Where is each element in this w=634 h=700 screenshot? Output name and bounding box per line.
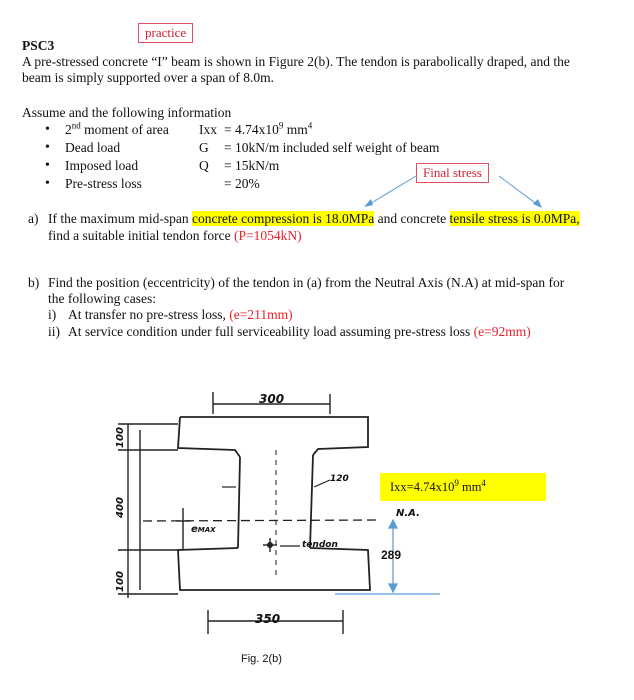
label-tendon: tendon xyxy=(302,540,338,550)
final-stress-callout: Final stress xyxy=(416,163,489,183)
info-val-loss: = 20% xyxy=(224,176,260,191)
q-b-ii-marker: ii) xyxy=(48,324,60,339)
info-val-q: = 15kN/m xyxy=(224,158,280,173)
label-300: 300 xyxy=(259,392,285,406)
q-b-i-text: At transfer no pre-stress loss, (e=211mm) xyxy=(68,307,293,322)
label-na: N.A. xyxy=(396,508,420,519)
problem-heading: PSC3 xyxy=(22,38,55,53)
q-a-line-1: If the maximum mid-span concrete compression is 18.0MPa and concrete tensile stress is 0.0MPa, xyxy=(48,211,580,226)
q-b-i-marker: i) xyxy=(48,307,57,322)
info-label-loss: • Pre-stress loss xyxy=(65,175,142,192)
practice-badge: practice xyxy=(138,23,193,43)
intro-line-1: A pre-stressed concrete “I” beam is shown in Figure 2(b). The tendon is parabolically draped, and the xyxy=(22,54,570,69)
label-400: 400 xyxy=(114,497,126,518)
info-val-g: = 10kN/m included self weight of beam xyxy=(224,140,440,155)
intro-line-2: beam is simply supported over a span of 8.0m. xyxy=(22,70,274,85)
q-b-line-1: Find the position (eccentricity) of the tendon in (a) from the Neutral Axis (N.A) at mid-span for xyxy=(48,275,565,290)
ixx-highlight-box: $Ixx=4.74x10^9$ $mm^4$ xyxy=(380,473,546,501)
info-label-moment: • 2nd moment of area xyxy=(65,121,169,138)
q-b-ii-text: At service condition under full serviceability load assuming pre-stress loss (e=92mm) xyxy=(68,324,531,339)
q-a-line-2: find a suitable initial tendon force (P=1054kN) xyxy=(48,228,302,243)
q-b-marker: b) xyxy=(28,275,40,290)
beam-outline xyxy=(178,417,370,590)
callout-arrows xyxy=(0,0,634,220)
figure-caption: Fig. 2(b) xyxy=(241,653,282,665)
assume-line: Assume and the following information xyxy=(22,105,232,120)
info-val-ixx: = $4.74x10^9$ $mm^4$ xyxy=(224,120,313,137)
dim-left-lines xyxy=(118,424,178,598)
info-sym-ixx: Ixx xyxy=(199,122,217,137)
label-100-top: 100 xyxy=(114,427,126,448)
info-sym-g: G xyxy=(199,140,209,155)
q-b-line-2: the following cases: xyxy=(48,291,156,306)
label-100-bottom: 100 xyxy=(114,571,126,592)
label-e-max: eMAX xyxy=(191,524,216,535)
info-label-dead: • Dead load xyxy=(65,139,120,156)
info-sym-q: Q xyxy=(199,158,209,173)
info-label-imposed: • Imposed load xyxy=(65,157,138,174)
q-a-marker: a) xyxy=(28,211,39,226)
label-web-thickness: 120 xyxy=(330,474,349,484)
label-289: 289 xyxy=(381,548,402,562)
e-max-marker xyxy=(176,508,190,550)
label-350: 350 xyxy=(255,612,281,626)
